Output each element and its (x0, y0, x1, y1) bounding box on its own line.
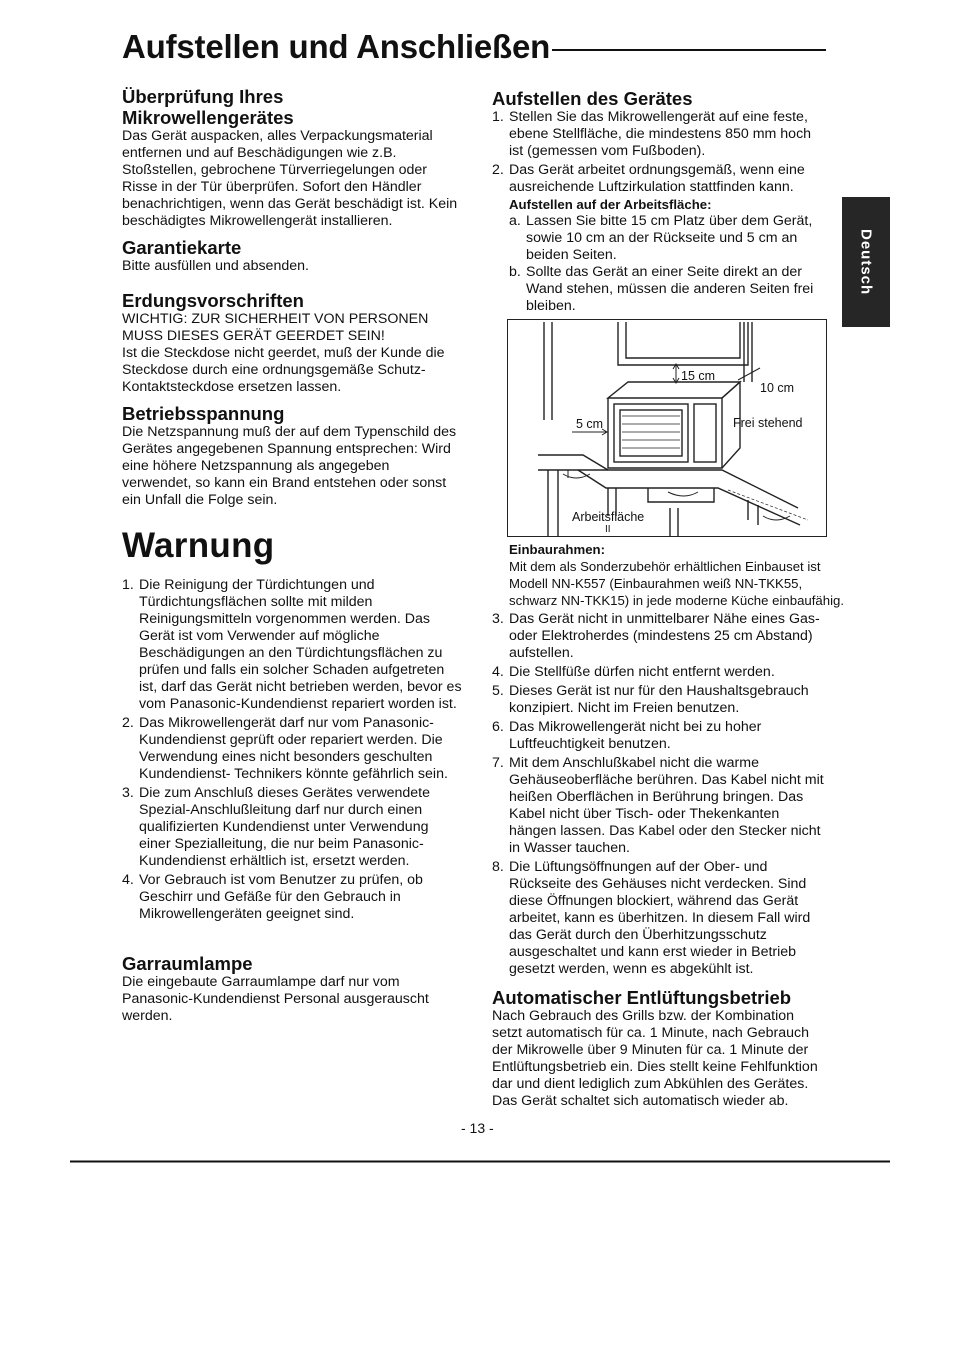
frame-subheading: Einbaurahmen: (509, 542, 605, 557)
grounding-text: Ist die Steckdose nicht geerdet, muß der Kunde die Steckdose durch eine ordnungsgemäße Schutz-Kontaktsteckdose ersetzen lassen. (122, 345, 445, 395)
left-column (122, 86, 462, 1025)
item-number: 4. (122, 872, 134, 888)
item-text: Das Gerät arbeitet ordnungsgemäß, wenn eine ausreichende Luftzirkulation stattfinden kann. (509, 162, 805, 195)
list-item (492, 109, 827, 160)
item-text: Die Stellfüße dürfen nicht entfernt werden. (509, 664, 775, 680)
item-text: Dieses Gerät ist nur für den Haushaltsgebrauch konzipiert. Nicht im Freien benutzen. (509, 683, 809, 716)
section-heading-warranty: Garantiekarte (122, 237, 242, 258)
label-worktop: Arbeitsfläche (572, 510, 645, 524)
countertop-subheading: Aufstellen auf der Arbeitsfläche: (509, 197, 712, 212)
item-number: 2. (122, 715, 134, 731)
install-list (492, 109, 827, 196)
item-letter: a. (509, 213, 521, 229)
list-item (492, 664, 827, 681)
label-back-clearance: 10 cm (760, 381, 795, 395)
item-number: 1. (122, 577, 134, 593)
list-item (122, 577, 462, 713)
label-free-standing: Frei stehend (733, 416, 803, 430)
item-number: 3. (122, 785, 134, 801)
page-title: Aufstellen und Anschließen (122, 28, 551, 65)
item-number: 3. (492, 611, 504, 627)
list-item (509, 264, 827, 315)
language-tab-label: Deutsch (857, 228, 875, 296)
item-text: Das Mikrowellengerät darf nur vom Panasonic-Kundendienst geprüft oder repariert werden. Die Verwendung eines nicht besonders geschulten Kundendienst- Technikers könnte gefährlich sein. (139, 715, 448, 782)
list-item (492, 859, 827, 978)
item-text: Vor Gebrauch ist vom Benutzer zu prüfen, ob Geschirr und Gefäße für den Gebrauch in Mikrowellengeräten geeignet sind. (139, 872, 423, 922)
page-number: - 13 - (461, 1120, 494, 1136)
heading-line: Mikrowellengerätes (122, 107, 294, 128)
grounding-warning: WICHTIG: ZUR SICHERHEIT VON PERSONEN MUSS DIESES GERÄT GEERDET SEIN! (122, 311, 429, 344)
heading-line: Überprüfung Ihres (122, 86, 284, 107)
section-heading-lamp: Garraumlampe (122, 953, 253, 974)
list-item (492, 162, 827, 196)
section-heading-check (122, 86, 462, 128)
list-item (492, 683, 827, 717)
item-text: Sollte das Gerät an einer Seite direkt an der Wand stehen, müssen die anderen Seiten frei bleiben. (526, 264, 814, 314)
list-item (122, 785, 462, 870)
item-letter: b. (509, 264, 521, 280)
item-text: Stellen Sie das Mikrowellengerät auf eine feste, ebene Stellfläche, die mindestens 850 mm hoch ist (gemessen vom Fußboden). (509, 109, 812, 159)
list-item (492, 755, 827, 857)
section-heading-ventilation: Automatischer Entlüftungsbetrieb (492, 987, 792, 1008)
list-item (509, 213, 827, 264)
label-top-clearance: 15 cm (681, 369, 716, 383)
list-item (492, 719, 827, 753)
lamp-text: Die eingebaute Garraumlampe darf nur vom Panasonic-Kundendienst Personal ausgerauscht werden. (122, 974, 429, 1024)
item-number: 4. (492, 664, 504, 680)
item-number: 7. (492, 755, 504, 771)
install-list-continued (492, 611, 827, 978)
voltage-text: Die Netzspannung muß der auf dem Typenschild des Gerätes angegebenen Spannung entsprechen: Wird eine höhere Netzspannung als angegeben verwendet, so kann ein Brand entstehen oder sonst ein Unfall die Folge sein. (122, 424, 457, 508)
countertop-list (509, 213, 827, 315)
list-item (122, 715, 462, 783)
warning-list (122, 577, 462, 923)
section-heading-install: Aufstellen des Gerätes (492, 88, 693, 109)
warning-heading: Warnung (122, 526, 275, 565)
item-number: 1. (492, 109, 504, 125)
item-number: 6. (492, 719, 504, 735)
item-text: Lassen Sie bitte 15 cm Platz über dem Gerät, sowie 10 cm an der Rückseite und 5 cm an beiden Seiten. (526, 213, 813, 263)
section-heading-grounding: Erdungsvorschriften (122, 290, 304, 311)
item-number: 8. (492, 859, 504, 875)
item-number: 5. (492, 683, 504, 699)
right-column (492, 88, 844, 1110)
label-side-clearance: 5 cm (576, 417, 604, 431)
section-heading-voltage: Betriebsspannung (122, 403, 285, 424)
warranty-text: Bitte ausfüllen und absenden. (122, 258, 309, 274)
check-text: Das Gerät auspacken, alles Verpackungsmaterial entfernen und auf Beschädigungen wie z.B. Stoßstellen, gebrochene Türverriegelungen oder Risse in der Tür überprüfen. Sofort den Händler benachrichtigen, wenn das Gerät beschädigt ist. Kein beschädigtes Mikrowellengerät installieren. (122, 128, 458, 229)
item-text: Mit dem Anschlußkabel nicht die warme Gehäuseoberfläche berühren. Das Kabel nicht mit heißen Oberflächen in Berührung bringen. Das Kabel nicht über Tisch- oder Thekenkanten hängen lassen. Das Kabel oder den Stecker nicht in Wasser tauchen. (509, 755, 824, 856)
item-text: Das Mikrowellengerät nicht bei zu hoher Luftfeuchtigkeit benutzen. (509, 719, 762, 752)
list-item (492, 611, 827, 662)
item-text: Die zum Anschluß dieses Gerätes verwendete Spezial-Anschlußleitung darf nur durch einen qualifizierten Kundendienst unter Verwendung einer Spezialleitung, die nur beim Panasonic-Kundendienst erhältlich ist, ersetzt werden. (139, 785, 430, 869)
title-rule (552, 49, 826, 51)
label-mark: II (605, 524, 611, 535)
item-text: Die Lüftungsöffnungen auf der Ober- und Rückseite des Gehäuses nicht verdecken. Sind diese Öffnungen blockiert, während das Gerät arbeitet, kann es überhitzen. In diesem Fall wird das Gerät durch den Überhitzungsschutz ausgeschaltet und kann erst wieder in Betrieb gesetzt werden, wenn es abgekühlt ist. (509, 859, 811, 977)
item-text: Die Reinigung der Türdichtungen und Türdichtungsflächen sollte mit milden Reinigungsmitteln vorgenommen werden. Das Gerät ist vom Verwender auf mögliche Beschädigungen an den Türdichtungsflächen zu prüfen und falls ein solcher Schaden aufgetreten ist, darf das Gerät nicht betrieben werden, bevor es vom Panasonic-Kundendienst repariert worden ist. (139, 577, 462, 712)
item-number: 2. (492, 162, 504, 178)
footer-rule (70, 1160, 890, 1163)
ventilation-text: Nach Gebrauch des Grills bzw. der Kombination setzt automatisch für ca. 1 Minute, nach Gebrauch der Mikrowelle über 9 Minuten für ca. 1 Minute der Entlüftungsbetrieb ein. Dies stellt keine Fehlfunktion dar und dient lediglich zum Abkühlen des Gerätes. Das Gerät schaltet sich automatisch wieder ab. (492, 1008, 818, 1109)
installation-diagram (507, 319, 827, 537)
language-tab (842, 197, 890, 327)
item-text: Das Gerät nicht in unmittelbarer Nähe eines Gas-oder Elektroherdes (mindestens 25 cm Abstand) aufstellen. (509, 611, 820, 661)
list-item (122, 872, 462, 923)
frame-text: Mit dem als Sonderzubehör erhältlichen Einbauset ist Modell NN-K557 (Einbaurahmen weiß NN-TKK55, schwarz NN-TKK15) in jede moderne Küche einbaufähig. (509, 559, 844, 608)
